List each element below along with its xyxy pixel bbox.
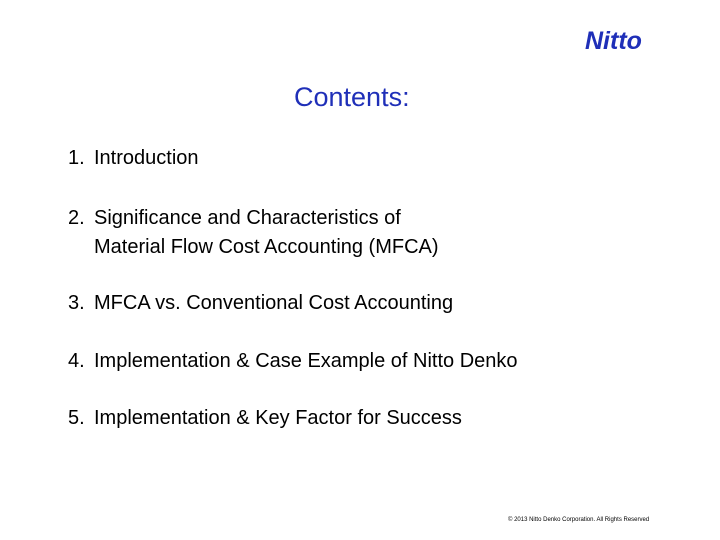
item-text: Implementation & Case Example of Nitto Denko (94, 350, 518, 372)
item-text: MFCA vs. Conventional Cost Accounting (94, 292, 454, 314)
item-number: 1. (68, 147, 85, 169)
list-item-4 (68, 347, 518, 376)
nitto-logo-mark (583, 26, 693, 56)
item-number: 5. (68, 407, 85, 429)
item-number: 3. (68, 292, 85, 314)
copyright-footer: © 2013 Nitto Denko Corporation. All Rights Reserved (508, 517, 650, 523)
item-number: 4. (68, 350, 85, 372)
item-text: Introduction (94, 147, 199, 169)
item-text: Significance and Characteristics of (94, 207, 401, 229)
nitto-logo (583, 26, 693, 56)
item-text: Implementation & Key Factor for Success (94, 407, 462, 429)
list-item-5 (68, 404, 462, 433)
slide-title: Contents: (294, 82, 410, 112)
logo-text: Nitto (585, 27, 642, 55)
list-item-2 (68, 204, 439, 262)
list-item-1 (68, 144, 199, 173)
item-text-continued: Material Flow Cost Accounting (MFCA) (94, 236, 439, 258)
list-item-3 (68, 289, 453, 318)
item-number: 2. (68, 207, 85, 229)
